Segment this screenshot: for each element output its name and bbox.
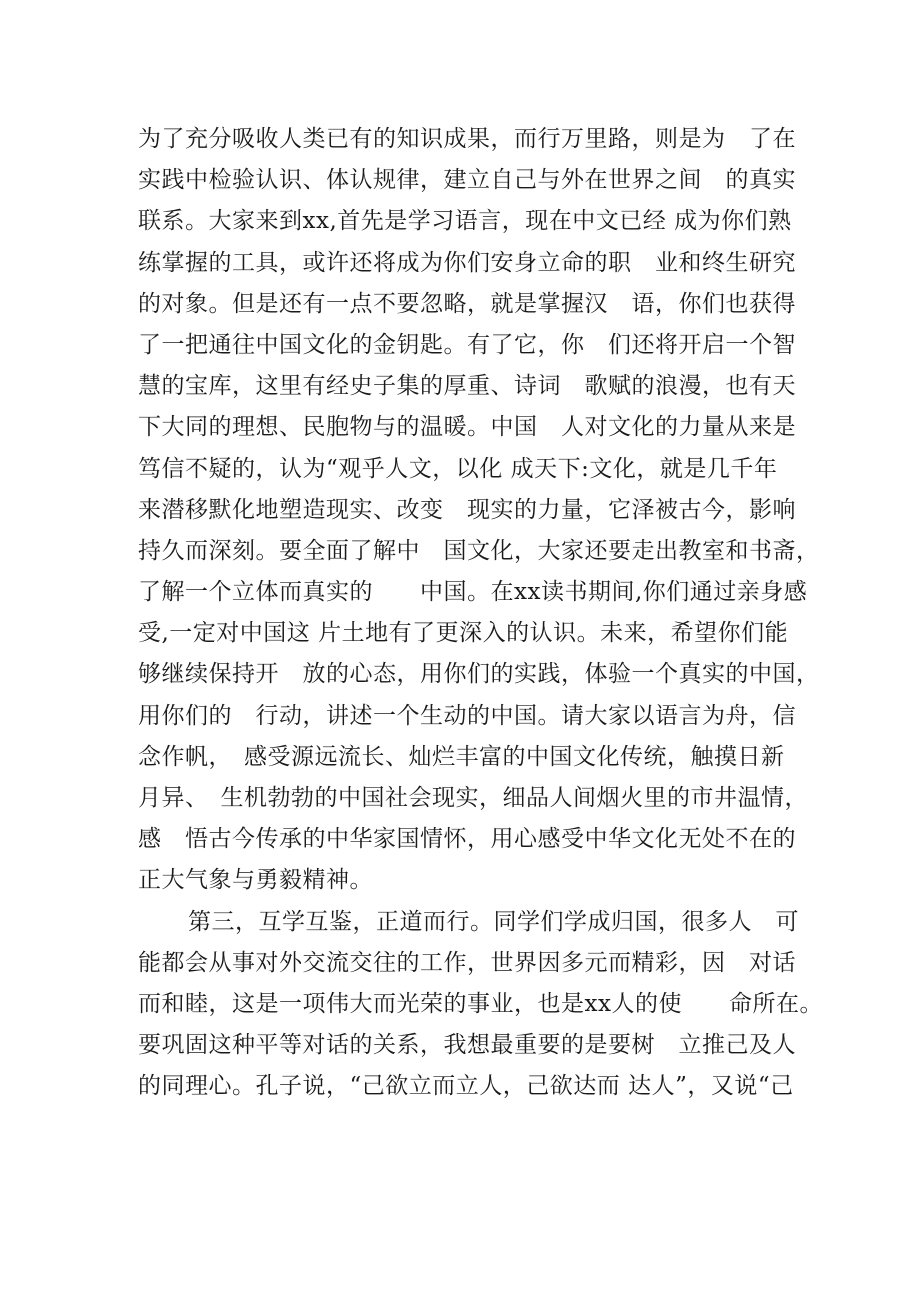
- text-line-10: 来潜移默化地塑造现实、改变 现实的力量，它泽被古今，影响: [138, 496, 796, 523]
- text-line-3: 联系。大家来到xx,首先是学习语言，现在中文已经 成为你们熟: [138, 208, 792, 235]
- text-line-19: 正大气象与勇毅精神。: [138, 867, 373, 894]
- text-line-13: 受,一定对中国这 片土地有了更深入的认识。未来，希望你们能: [138, 620, 789, 647]
- text-line-20: 第三，互学互鉴，正道而行。同学们学成归国，很多人 可: [188, 908, 799, 935]
- text-line-24: 的同理心。孔子说，“己欲立而立人，己欲达而 达人”，又说“己: [138, 1073, 794, 1100]
- text-line-18: 感 悟古今传承的中华家国情怀，用心感受中华文化无处不在的: [138, 826, 796, 853]
- text-line-7: 慧的宝库，这里有经史子集的厚重、诗词 歌赋的浪漫，也有天: [138, 373, 796, 400]
- text-line-1: 为了充分吸收人类已有的知识成果，而行万里路，则是为 了在: [138, 126, 796, 152]
- text-line-22: 而和睦，这是一项伟大而光荣的事业，也是xx人的使 命所在。: [138, 990, 823, 1017]
- text-line-12: 了解一个立体而真实的 中国。在xx读书期间,你们通过亲身感: [138, 579, 808, 606]
- text-line-21: 能都会从事对外交流交往的工作，世界因多元而精彩，因 对话: [138, 949, 796, 976]
- text-line-17: 月异、 生机勃勃的中国社会现实，细品人间烟火里的市井温情，: [138, 785, 808, 811]
- text-line-6: 了一把通往中国文化的金钥匙。有了它，你 们还将开启一个智: [138, 331, 796, 358]
- text-line-2: 实践中检验认识、体认规律，建立自己与外在世界之间 的真实: [138, 167, 796, 194]
- text-line-9: 笃信不疑的，认为“观乎人文，以化 成天下:文化，就是几千年: [138, 455, 778, 482]
- text-line-23: 要巩固这种平等对话的关系，我想最重要的是要树 立推己及人: [138, 1032, 796, 1059]
- text-line-11: 持久而深刻。要全面了解中 国文化，大家还要走出教室和书斋，: [138, 537, 820, 564]
- text-line-15: 用你们的 行动，讲述一个生动的中国。请大家以语言为舟，信: [138, 702, 796, 729]
- body-text: [138, 119, 823, 1108]
- text-line-8: 下大同的理想、民胞物与的温暖。中国 人对文化的力量从来是: [138, 414, 796, 441]
- text-line-16: 念作帆， 感受源远流长、灿烂丰富的中国文化传统，触摸日新: [138, 743, 785, 770]
- text-line-5: 的对象。但是还有一点不要忽略，就是掌握汉 语，你们也获得: [138, 290, 796, 317]
- text-line-4: 练掌握的工具，或许还将成为你们安身立命的职 业和终生研究: [138, 249, 796, 276]
- text-line-14: 够继续保持开 放的心态，用你们的实践，体验一个真实的中国，: [138, 661, 820, 688]
